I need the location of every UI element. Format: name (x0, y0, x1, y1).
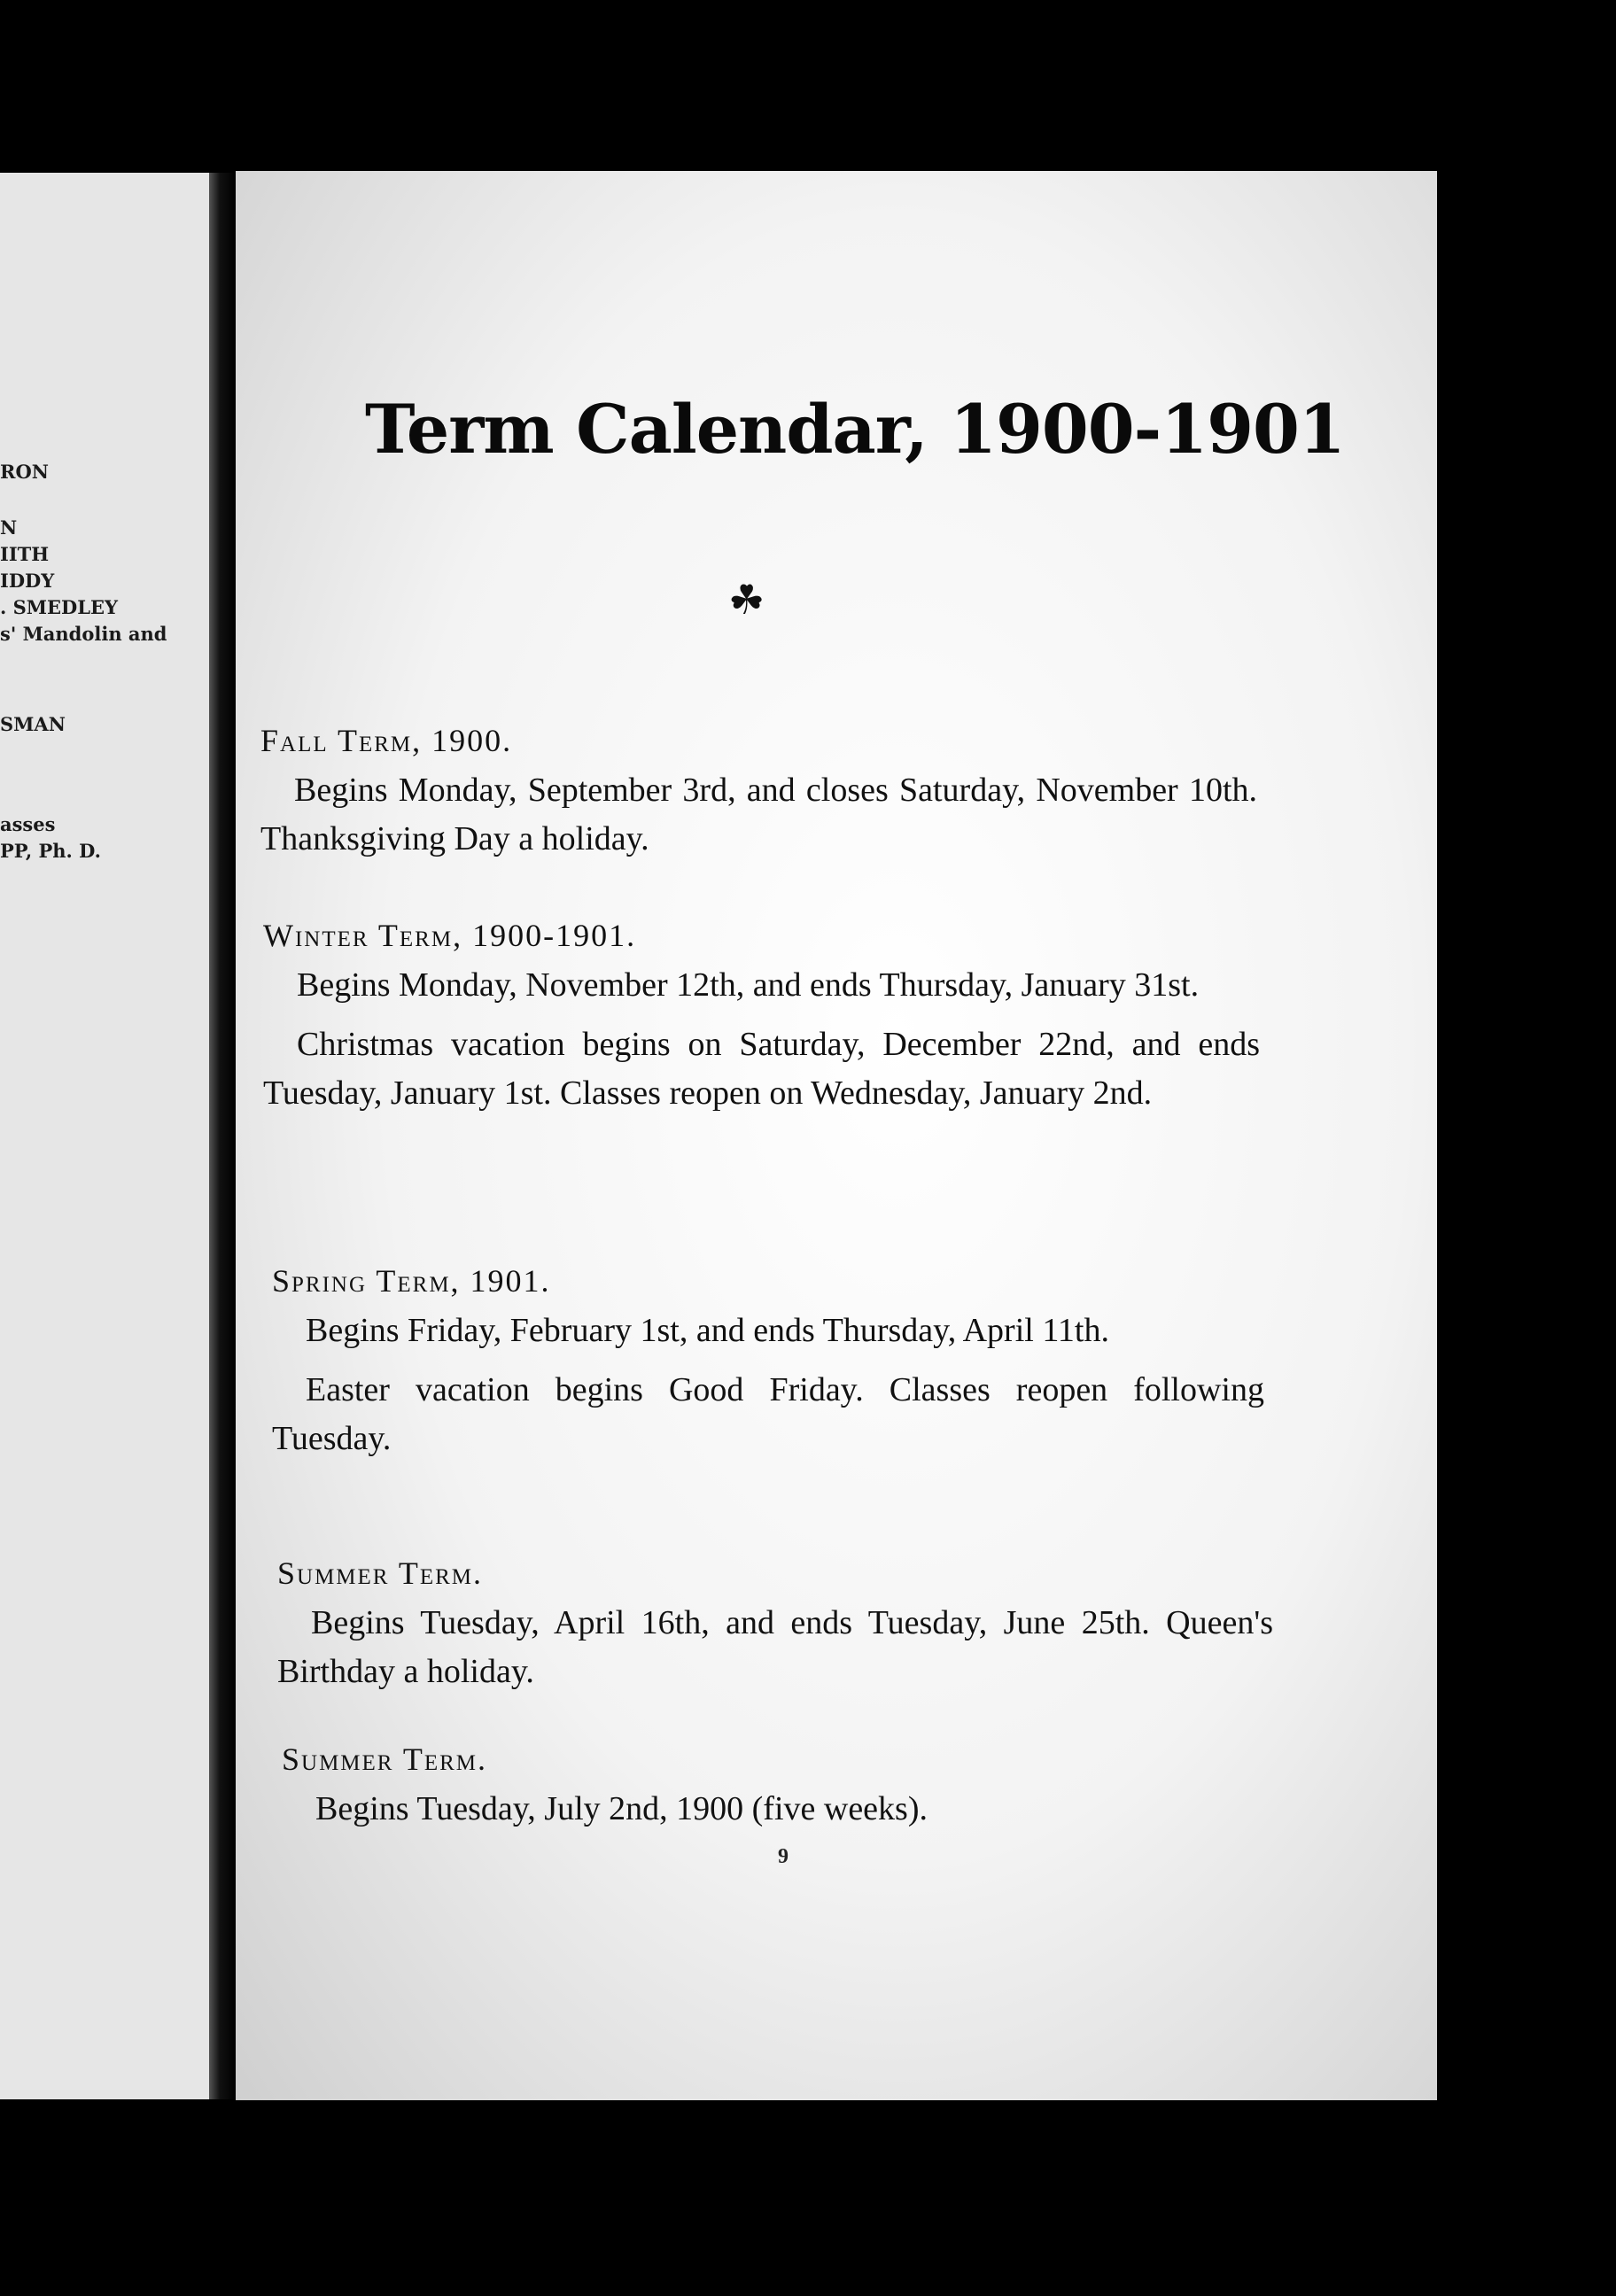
left-page-line: asses (0, 813, 56, 835)
section-summer-term (277, 1555, 1273, 1696)
section-fall-term (260, 722, 1257, 864)
page-title: Term Calendar, 1900-1901 (365, 390, 1345, 469)
section-paragraph: Easter vacation begins Good Friday. Classes reopen following Tuesday. (272, 1371, 1264, 1457)
section-heading: Fall Term, 1900. (260, 723, 513, 758)
section-paragraph: Begins Friday, February 1st, and ends Thursday, April 11th. (306, 1312, 1109, 1349)
left-page (0, 173, 232, 2099)
left-page-line: IDDY (0, 570, 55, 592)
section-heading: Spring Term, 1901. (272, 1263, 551, 1299)
section-summer-term-2 (282, 1741, 1274, 1834)
left-page-line: PP, Ph. D. (0, 840, 101, 862)
ornament-icon: ☘ (728, 578, 765, 623)
section-heading: Summer Term. (282, 1741, 487, 1777)
section-paragraph: Begins Monday, November 12th, and ends Thursday, January 31st. (297, 966, 1200, 1004)
left-page-line: SMAN (0, 713, 66, 735)
section-paragraph: Begins Tuesday, July 2nd, 1900 (five weeks). (315, 1790, 928, 1827)
section-heading: Summer Term. (277, 1555, 483, 1591)
left-page-line: . SMEDLEY (0, 596, 119, 618)
left-page-line: IITH (0, 543, 50, 565)
left-page-line: N (0, 516, 18, 539)
section-winter-term (263, 917, 1260, 1118)
page-number: 9 (778, 1845, 789, 1868)
section-paragraph: Christmas vacation begins on Saturday, December 22nd, and ends Tuesday, January 1st. Classes reopen on Wednesday, January 2nd. (263, 1026, 1260, 1112)
left-page-line: RON (0, 461, 49, 483)
book-spine (209, 173, 236, 2099)
section-spring-term (272, 1262, 1264, 1463)
section-paragraph: Begins Tuesday, April 16th, and ends Tuesday, June 25th. Queen's Birthday a holiday. (277, 1604, 1273, 1690)
section-heading: Winter Term, 1900-1901. (263, 918, 637, 953)
left-page-line: s' Mandolin and (0, 623, 167, 645)
section-paragraph: Begins Monday, September 3rd, and closes Saturday, November 10th. Thanksgiving Day a holiday. (260, 772, 1257, 857)
